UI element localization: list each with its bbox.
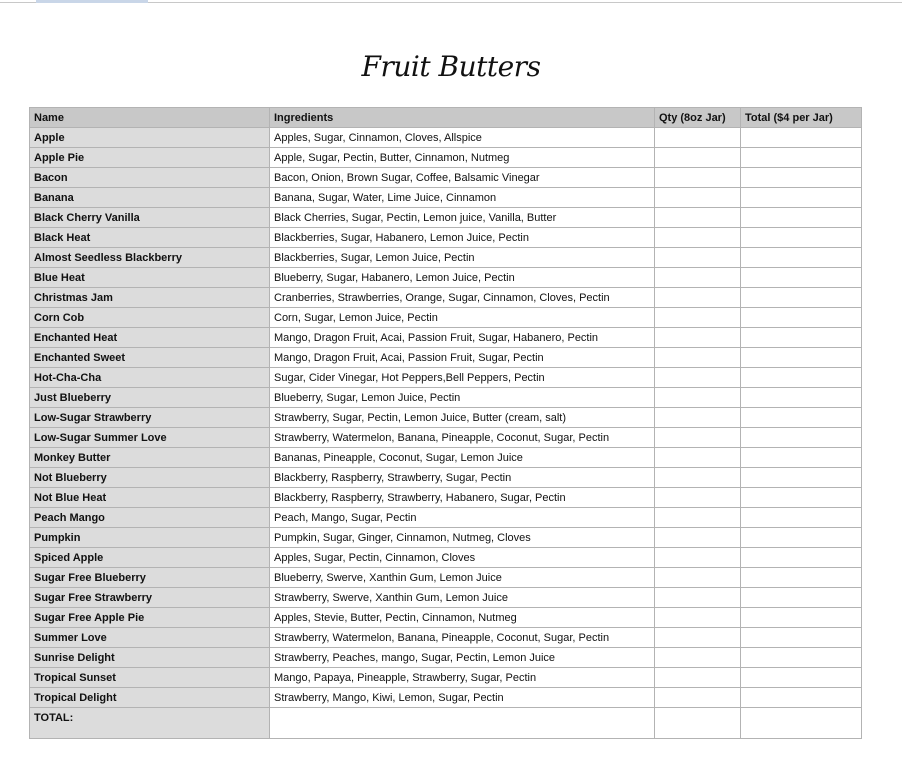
product-name-cell[interactable]: Tropical Delight xyxy=(30,688,270,708)
table-row xyxy=(30,628,862,648)
table-row xyxy=(30,188,862,208)
total-cell[interactable] xyxy=(741,148,862,168)
page-title: Fruit Butters xyxy=(361,50,541,83)
ingredients-cell[interactable]: Pumpkin, Sugar, Ginger, Cinnamon, Nutmeg, Cloves xyxy=(270,528,655,548)
total-cell[interactable] xyxy=(741,648,862,668)
qty-input-cell[interactable] xyxy=(655,148,741,168)
product-name-cell[interactable]: Black Heat xyxy=(30,228,270,248)
order-table xyxy=(29,107,862,739)
column-header-name[interactable]: Name xyxy=(30,108,270,128)
total-cell[interactable] xyxy=(741,168,862,188)
total-cell[interactable] xyxy=(741,568,862,588)
total-cell[interactable] xyxy=(741,488,862,508)
qty-input-cell[interactable] xyxy=(655,388,741,408)
qty-input-cell[interactable] xyxy=(655,668,741,688)
table-row xyxy=(30,648,862,668)
product-name-cell[interactable]: Apple xyxy=(30,128,270,148)
table-row xyxy=(30,428,862,448)
total-cell[interactable] xyxy=(741,128,862,148)
total-cell[interactable] xyxy=(741,608,862,628)
ingredients-cell[interactable]: Mango, Dragon Fruit, Acai, Passion Fruit, Sugar, Pectin xyxy=(270,348,655,368)
ingredients-cell[interactable]: Strawberry, Watermelon, Banana, Pineapple, Coconut, Sugar, Pectin xyxy=(270,628,655,648)
table-row xyxy=(30,328,862,348)
qty-input-cell[interactable] xyxy=(655,508,741,528)
total-cell[interactable] xyxy=(741,508,862,528)
product-name-cell[interactable]: Sunrise Delight xyxy=(30,648,270,668)
product-name-cell[interactable]: Tropical Sunset xyxy=(30,668,270,688)
table-row xyxy=(30,268,862,288)
qty-input-cell[interactable] xyxy=(655,288,741,308)
ingredients-cell[interactable]: Strawberry, Mango, Kiwi, Lemon, Sugar, Pectin xyxy=(270,688,655,708)
table-row xyxy=(30,448,862,468)
table-row xyxy=(30,688,862,708)
product-name-cell[interactable]: Not Blueberry xyxy=(30,468,270,488)
total-cell[interactable] xyxy=(741,268,862,288)
qty-input-cell[interactable] xyxy=(655,428,741,448)
ingredients-cell[interactable]: Banana, Sugar, Water, Lime Juice, Cinnamon xyxy=(270,188,655,208)
table-row xyxy=(30,568,862,588)
product-name-cell[interactable]: Low-Sugar Summer Love xyxy=(30,428,270,448)
qty-input-cell[interactable] xyxy=(655,688,741,708)
product-name-cell[interactable]: Not Blue Heat xyxy=(30,488,270,508)
product-name-cell[interactable]: Summer Love xyxy=(30,628,270,648)
product-name-cell[interactable]: Almost Seedless Blackberry xyxy=(30,248,270,268)
qty-input-cell[interactable] xyxy=(655,188,741,208)
product-name-cell[interactable]: Christmas Jam xyxy=(30,288,270,308)
column-header-total[interactable]: Total ($4 per Jar) xyxy=(741,108,862,128)
table-row xyxy=(30,348,862,368)
product-name-cell[interactable]: Spiced Apple xyxy=(30,548,270,568)
table-row xyxy=(30,468,862,488)
total-row xyxy=(30,708,862,739)
qty-input-cell[interactable] xyxy=(655,608,741,628)
table-row xyxy=(30,168,862,188)
ingredients-cell[interactable]: Blueberry, Swerve, Xanthin Gum, Lemon Juice xyxy=(270,568,655,588)
table-row xyxy=(30,508,862,528)
total-label: TOTAL: xyxy=(30,708,270,739)
ingredients-cell[interactable]: Corn, Sugar, Lemon Juice, Pectin xyxy=(270,308,655,328)
header-row xyxy=(30,108,862,128)
product-name-cell[interactable]: Sugar Free Strawberry xyxy=(30,588,270,608)
product-name-cell[interactable]: Banana xyxy=(30,188,270,208)
product-name-cell[interactable]: Peach Mango xyxy=(30,508,270,528)
qty-input-cell[interactable] xyxy=(655,588,741,608)
total-cell[interactable] xyxy=(741,188,862,208)
total-cell[interactable] xyxy=(741,468,862,488)
total-cell[interactable] xyxy=(741,248,862,268)
qty-input-cell[interactable] xyxy=(655,228,741,248)
table-row xyxy=(30,588,862,608)
table-row xyxy=(30,288,862,308)
product-name-cell[interactable]: Blue Heat xyxy=(30,268,270,288)
total-qty-cell[interactable] xyxy=(655,708,741,739)
qty-input-cell[interactable] xyxy=(655,408,741,428)
qty-input-cell[interactable] xyxy=(655,528,741,548)
total-cell[interactable] xyxy=(741,368,862,388)
qty-input-cell[interactable] xyxy=(655,648,741,668)
product-name-cell[interactable]: Enchanted Sweet xyxy=(30,348,270,368)
total-cell[interactable] xyxy=(741,428,862,448)
product-name-cell[interactable]: Sugar Free Apple Pie xyxy=(30,608,270,628)
table-row xyxy=(30,488,862,508)
table-row xyxy=(30,148,862,168)
table-row xyxy=(30,248,862,268)
ingredients-cell[interactable]: Black Cherries, Sugar, Pectin, Lemon juice, Vanilla, Butter xyxy=(270,208,655,228)
ingredients-cell[interactable]: Blackberries, Sugar, Lemon Juice, Pectin xyxy=(270,248,655,268)
product-name-cell[interactable]: Enchanted Heat xyxy=(30,328,270,348)
product-name-cell[interactable]: Bacon xyxy=(30,168,270,188)
ingredients-cell[interactable]: Blackberry, Raspberry, Strawberry, Habanero, Sugar, Pectin xyxy=(270,488,655,508)
product-name-cell[interactable]: Low-Sugar Strawberry xyxy=(30,408,270,428)
product-name-cell[interactable]: Corn Cob xyxy=(30,308,270,328)
total-cell[interactable] xyxy=(741,328,862,348)
ingredients-cell[interactable]: Mango, Papaya, Pineapple, Strawberry, Sugar, Pectin xyxy=(270,668,655,688)
qty-input-cell[interactable] xyxy=(655,488,741,508)
product-name-cell[interactable]: Sugar Free Blueberry xyxy=(30,568,270,588)
column-header-ingredients[interactable]: Ingredients xyxy=(270,108,655,128)
total-ingredients-cell[interactable] xyxy=(270,708,655,739)
qty-input-cell[interactable] xyxy=(655,448,741,468)
ingredients-cell[interactable]: Blueberry, Sugar, Lemon Juice, Pectin xyxy=(270,388,655,408)
total-cell[interactable] xyxy=(741,228,862,248)
table-row xyxy=(30,408,862,428)
qty-input-cell[interactable] xyxy=(655,548,741,568)
ingredients-cell[interactable]: Bacon, Onion, Brown Sugar, Coffee, Balsamic Vinegar xyxy=(270,168,655,188)
table-row xyxy=(30,668,862,688)
qty-input-cell[interactable] xyxy=(655,128,741,148)
ingredients-cell[interactable]: Sugar, Cider Vinegar, Hot Peppers,Bell Peppers, Pectin xyxy=(270,368,655,388)
total-cell[interactable] xyxy=(741,348,862,368)
product-name-cell[interactable]: Monkey Butter xyxy=(30,448,270,468)
ingredients-cell[interactable]: Mango, Dragon Fruit, Acai, Passion Fruit, Sugar, Habanero, Pectin xyxy=(270,328,655,348)
qty-input-cell[interactable] xyxy=(655,368,741,388)
ingredients-cell[interactable]: Peach, Mango, Sugar, Pectin xyxy=(270,508,655,528)
qty-input-cell[interactable] xyxy=(655,208,741,228)
table-row xyxy=(30,548,862,568)
product-name-cell[interactable]: Hot-Cha-Cha xyxy=(30,368,270,388)
total-cell[interactable] xyxy=(741,288,862,308)
product-name-cell[interactable]: Pumpkin xyxy=(30,528,270,548)
total-cell[interactable] xyxy=(741,548,862,568)
ingredients-cell[interactable]: Blueberry, Sugar, Habanero, Lemon Juice, Pectin xyxy=(270,268,655,288)
qty-input-cell[interactable] xyxy=(655,308,741,328)
total-cell[interactable] xyxy=(741,668,862,688)
total-cell[interactable] xyxy=(741,588,862,608)
ingredients-cell[interactable]: Strawberry, Watermelon, Banana, Pineapple, Coconut, Sugar, Pectin xyxy=(270,428,655,448)
table-row xyxy=(30,128,862,148)
table-row xyxy=(30,308,862,328)
column-header-qty[interactable]: Qty (8oz Jar) xyxy=(655,108,741,128)
qty-input-cell[interactable] xyxy=(655,628,741,648)
total-cell[interactable] xyxy=(741,208,862,228)
table-row xyxy=(30,608,862,628)
total-cell[interactable] xyxy=(741,688,862,708)
ingredients-cell[interactable]: Apples, Stevie, Butter, Pectin, Cinnamon, Nutmeg xyxy=(270,608,655,628)
qty-input-cell[interactable] xyxy=(655,568,741,588)
ingredients-cell[interactable]: Blackberries, Sugar, Habanero, Lemon Juice, Pectin xyxy=(270,228,655,248)
ingredients-cell[interactable]: Strawberry, Swerve, Xanthin Gum, Lemon Juice xyxy=(270,588,655,608)
qty-input-cell[interactable] xyxy=(655,168,741,188)
table-row xyxy=(30,528,862,548)
table-row xyxy=(30,208,862,228)
total-cell[interactable] xyxy=(741,628,862,648)
total-cell[interactable] xyxy=(741,388,862,408)
ingredients-cell[interactable]: Apples, Sugar, Pectin, Cinnamon, Cloves xyxy=(270,548,655,568)
ingredients-cell[interactable]: Strawberry, Peaches, mango, Sugar, Pectin, Lemon Juice xyxy=(270,648,655,668)
total-cell[interactable] xyxy=(741,408,862,428)
total-cell[interactable] xyxy=(741,448,862,468)
product-name-cell[interactable]: Apple Pie xyxy=(30,148,270,168)
sheet-tab-indicator[interactable] xyxy=(36,0,148,3)
qty-input-cell[interactable] xyxy=(655,348,741,368)
ingredients-cell[interactable]: Apple, Sugar, Pectin, Butter, Cinnamon, Nutmeg xyxy=(270,148,655,168)
table-row xyxy=(30,228,862,248)
ingredients-cell[interactable]: Apples, Sugar, Cinnamon, Cloves, Allspice xyxy=(270,128,655,148)
product-name-cell[interactable]: Black Cherry Vanilla xyxy=(30,208,270,228)
total-cell[interactable] xyxy=(741,528,862,548)
ingredients-cell[interactable]: Bananas, Pineapple, Coconut, Sugar, Lemon Juice xyxy=(270,448,655,468)
qty-input-cell[interactable] xyxy=(655,468,741,488)
total-amount-cell[interactable] xyxy=(741,708,862,739)
table-row xyxy=(30,368,862,388)
table-row xyxy=(30,388,862,408)
ingredients-cell[interactable]: Strawberry, Sugar, Pectin, Lemon Juice, Butter (cream, salt) xyxy=(270,408,655,428)
qty-input-cell[interactable] xyxy=(655,248,741,268)
total-cell[interactable] xyxy=(741,308,862,328)
qty-input-cell[interactable] xyxy=(655,328,741,348)
table-body xyxy=(30,128,862,708)
product-name-cell[interactable]: Just Blueberry xyxy=(30,388,270,408)
qty-input-cell[interactable] xyxy=(655,268,741,288)
ingredients-cell[interactable]: Blackberry, Raspberry, Strawberry, Sugar, Pectin xyxy=(270,468,655,488)
ingredients-cell[interactable]: Cranberries, Strawberries, Orange, Sugar, Cinnamon, Cloves, Pectin xyxy=(270,288,655,308)
